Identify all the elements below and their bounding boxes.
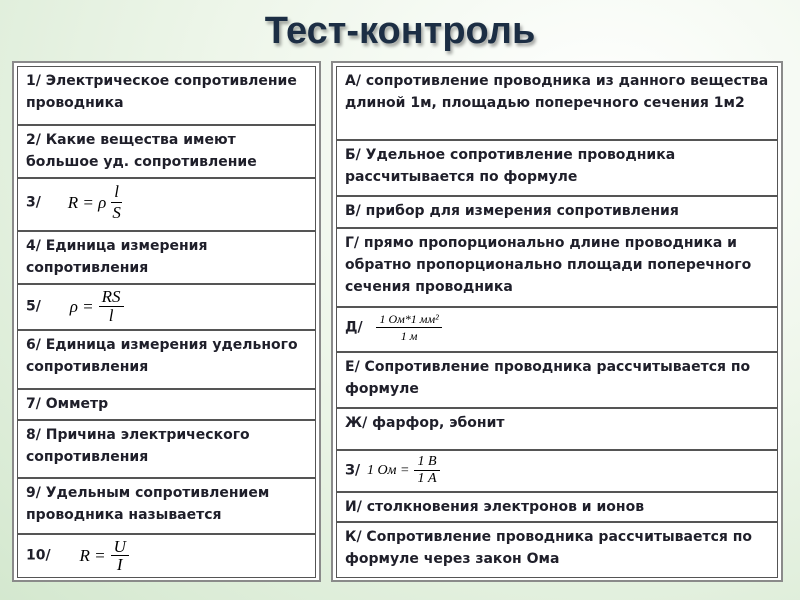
left-item-label: 2/ Какие вещества имеют большое уд. сопротивление bbox=[26, 132, 257, 170]
left-item-label: 9/ Удельным сопротивлением проводника называется bbox=[26, 485, 270, 523]
right-item-b bbox=[336, 140, 778, 196]
left-item-2 bbox=[17, 125, 316, 178]
left-item-4 bbox=[17, 231, 316, 284]
left-item-1 bbox=[17, 66, 316, 125]
left-item-7 bbox=[17, 389, 316, 420]
formula bbox=[79, 538, 128, 573]
left-item-label: 10/ bbox=[26, 547, 51, 564]
formula-numerator: l bbox=[111, 182, 122, 203]
left-item-label: 3/ bbox=[26, 194, 41, 211]
right-item-label: Д/ bbox=[345, 319, 363, 336]
formula bbox=[68, 182, 122, 223]
right-item-k bbox=[336, 522, 778, 578]
formula-lhs: R = ρ bbox=[67, 192, 107, 212]
formula-denominator: 1 А bbox=[417, 471, 437, 486]
right-item-label: К/ Сопротивление проводника рассчитывается по формуле через закон Ома bbox=[345, 529, 753, 567]
formula-denominator: S bbox=[112, 203, 121, 222]
right-item-a bbox=[336, 66, 778, 140]
formula-denominator: 1 м bbox=[400, 329, 418, 343]
formula bbox=[70, 288, 124, 325]
formula bbox=[367, 454, 440, 487]
right-item-e bbox=[336, 352, 778, 408]
left-item-3 bbox=[17, 178, 316, 231]
formula-denominator: I bbox=[116, 555, 123, 574]
right-item-g bbox=[336, 228, 778, 307]
right-item-d bbox=[336, 307, 778, 352]
right-item-v bbox=[336, 196, 778, 228]
formula-lhs: R = bbox=[79, 545, 106, 565]
left-column-questions bbox=[12, 61, 321, 582]
right-item-label: И/ столкновения электронов и ионов bbox=[345, 499, 645, 515]
left-item-6 bbox=[17, 330, 316, 389]
formula-denominator: l bbox=[108, 306, 114, 325]
right-item-label: З/ bbox=[345, 462, 361, 479]
left-item-label: 7/ Омметр bbox=[26, 396, 109, 412]
right-item-i bbox=[336, 492, 778, 522]
page-title: Тест-контроль bbox=[264, 10, 536, 52]
right-item-label: Ж/ фарфор, эбонит bbox=[345, 415, 505, 431]
left-item-10 bbox=[17, 534, 316, 578]
left-item-label: 8/ Причина электрического сопротивления bbox=[26, 427, 250, 465]
formula bbox=[371, 311, 441, 344]
formula-numerator: 1 В bbox=[414, 454, 439, 471]
left-item-label: 4/ Единица измерения сопротивления bbox=[26, 238, 208, 276]
formula-numerator: U bbox=[111, 538, 129, 556]
right-item-label: Г/ прямо пропорционально длине проводника и обратно пропорционально площади поперечного сечения проводника bbox=[345, 235, 752, 295]
left-item-5 bbox=[17, 284, 316, 330]
left-item-8 bbox=[17, 420, 316, 478]
right-column-answers bbox=[331, 61, 783, 582]
formula-numerator: RS bbox=[99, 288, 124, 307]
left-item-label: 5/ bbox=[26, 298, 41, 315]
right-item-z bbox=[336, 450, 778, 492]
left-item-label: 6/ Единица измерения удельного сопротивления bbox=[26, 337, 298, 375]
formula-numerator: 1 Ом*1 мм² bbox=[376, 311, 441, 328]
right-item-label: В/ прибор для измерения сопротивления bbox=[345, 203, 679, 219]
right-item-label: Б/ Удельное сопротивление проводника рассчитывается по формуле bbox=[345, 147, 676, 185]
right-item-zh bbox=[336, 408, 778, 450]
left-item-label: 1/ Электрическое сопротивление проводника bbox=[26, 73, 297, 111]
left-item-9 bbox=[17, 478, 316, 534]
right-item-label: Е/ Сопротивление проводника рассчитывается по формуле bbox=[345, 359, 751, 397]
right-item-label: А/ сопротивление проводника из данного вещества длиной 1м, площадью поперечного сечения 1м2 bbox=[345, 73, 769, 111]
formula-lhs: 1 Ом = bbox=[366, 462, 410, 478]
formula-lhs: ρ = bbox=[69, 296, 94, 316]
